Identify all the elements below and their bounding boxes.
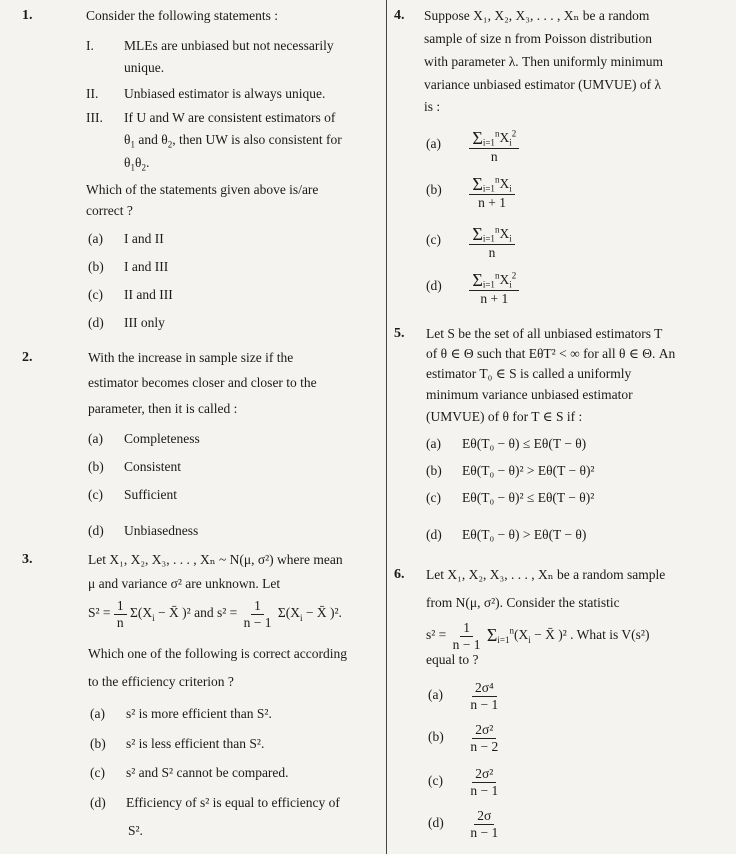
q4-line2: sample of size n from Poisson distribution xyxy=(424,31,652,46)
q2-option-a[interactable]: (a) Completeness xyxy=(88,431,200,446)
q3-option-d-cont: S². xyxy=(128,823,143,838)
q1-stmt3-num: III. xyxy=(86,110,103,125)
q6-line4: equal to ? xyxy=(426,652,479,667)
q3-ask-line1: Which one of the following is correct according xyxy=(88,646,348,661)
q1-option-d[interactable]: (d) III only xyxy=(88,315,165,330)
q3-ask-line2: to the efficiency criterion ? xyxy=(88,674,234,689)
q4-line3: with parameter λ. Then uniformly minimum xyxy=(424,54,663,69)
q6-line3-end: . What is V(s²) xyxy=(570,627,650,643)
q6-option-d[interactable]: (d) $\frac{2\sigma}{n - 1}$ xyxy=(428,808,499,840)
q3-option-d[interactable]: (d) Efficiency of s² is equal to efficiency of xyxy=(90,795,340,810)
q3-formula: S² = $\frac{1}{n}$ $\Sigma(X_i$ − X̄ )² and s² = $\frac{1}{n - 1}$ $\Sigma(X_i$ − X̄ )². xyxy=(88,598,342,630)
q6-option-b[interactable]: (b) $\frac{\text{2σ²}}{n - 2}$ xyxy=(428,722,499,754)
q2-option-c[interactable]: (c) Sufficient xyxy=(88,487,177,502)
q1-ask-line2: correct ? xyxy=(86,203,133,218)
q4-line1: Suppose X₁, X₂, X₃, . . . , Xₙ be a random xyxy=(424,8,650,23)
q4-number: 4. xyxy=(394,8,405,23)
q5-option-d[interactable]: (d) Eθ(T₀ − θ) > Eθ(T − θ) xyxy=(426,527,587,542)
q2-line3: parameter, then it is called : xyxy=(88,401,238,416)
q5-option-a[interactable]: (a) Eθ(T₀ − θ) ≤ Eθ(T − θ) xyxy=(426,436,587,451)
q4-option-c[interactable]: (c) $\frac{\Sigma_{i=1}^nX_i}{n}$ xyxy=(426,222,515,261)
q3-option-c[interactable]: (c) s² and S² cannot be compared. xyxy=(90,765,289,780)
q4-option-a[interactable]: (a) $\frac{\Sigma_{i=1}^nX_i^2}{n}$ xyxy=(426,126,519,165)
q4-option-b[interactable]: (b) $\frac{\Sigma_{i=1}^nX_i}{n + 1}$ xyxy=(426,172,515,211)
q3-number: 3. xyxy=(22,552,33,567)
q4-option-d[interactable]: (d) $\frac{\Sigma_{i=1}^nX_i^2}{n + 1}$ xyxy=(426,268,519,307)
q5-line4: minimum variance unbiased estimator xyxy=(426,387,633,402)
q1-stmt3-text-cont: $\theta_1$ and $\theta_2$, then UW is also consistent for xyxy=(124,132,342,150)
q1-option-c[interactable]: (c) II and III xyxy=(88,287,173,302)
q2-line1: With the increase in sample size if the xyxy=(88,350,294,365)
q4-line5: is : xyxy=(424,99,441,114)
q5-option-b[interactable]: (b) Eθ(T₀ − θ)² > Eθ(T − θ)² xyxy=(426,463,595,478)
q5-line5: (UMVUE) of θ for T ∈ S if : xyxy=(426,409,583,424)
q3-line2: μ and variance σ² are unknown. Let xyxy=(88,576,281,591)
q6-option-c[interactable]: (c) $\frac{\text{2σ²}}{n - 1}$ xyxy=(428,766,499,798)
q1-stmt3-text: If U and W are consistent estimators of xyxy=(124,110,336,125)
q1-stmt1-text-cont: unique. xyxy=(124,60,165,75)
q2-line2: estimator becomes closer and closer to the xyxy=(88,375,317,390)
q1-stmt3-text-end: $\theta_1\theta_2$. xyxy=(124,155,150,173)
q5-line1: Let S be the set of all unbiased estimators T xyxy=(426,326,663,341)
q6-option-a[interactable]: (a) $\frac{\text{2σ⁴}}{n - 1}$ xyxy=(428,680,499,712)
q5-number: 5. xyxy=(394,326,405,341)
q1-stmt2-num: II. xyxy=(86,86,99,101)
q6-line1: Let X₁, X₂, X₃, . . . , Xₙ be a random sample xyxy=(426,567,666,582)
q1-stmt1-num: I. xyxy=(86,38,94,53)
q4-line4: variance unbiased estimator (UMVUE) of λ xyxy=(424,77,662,92)
q6-number: 6. xyxy=(394,567,405,582)
q1-stmt2-text: Unbiased estimator is always unique. xyxy=(124,86,326,101)
q2-option-b[interactable]: (b) Consistent xyxy=(88,459,182,474)
q1-stmt1-text: MLEs are unbiased but not necessarily xyxy=(124,38,334,53)
q5-line3: estimator T₀ ∈ S is called a uniformly xyxy=(426,366,632,381)
q1-option-a[interactable]: (a) I and II xyxy=(88,231,164,246)
q5-option-c[interactable]: (c) Eθ(T₀ − θ)² ≤ Eθ(T − θ)² xyxy=(426,490,595,505)
q2-option-d[interactable]: (d) Unbiasedness xyxy=(88,523,199,538)
column-divider xyxy=(386,0,387,854)
q6-formula: s² = $\frac{1}{n - 1}$ $\Sigma_{i=1}^n(X_i$ − X̄ )² . What is V(s²) xyxy=(426,620,650,652)
q1-ask-line1: Which of the statements given above is/are xyxy=(86,182,319,197)
q1-option-b[interactable]: (b) I and III xyxy=(88,259,169,274)
q2-number: 2. xyxy=(22,350,33,365)
q3-option-a[interactable]: (a) s² is more efficient than S². xyxy=(90,706,272,721)
q1-stem: Consider the following statements : xyxy=(86,8,278,23)
q3-option-b[interactable]: (b) s² is less efficient than S². xyxy=(90,736,265,751)
q3-line1: Let X₁, X₂, X₃, . . . , Xₙ ~ N(μ, σ²) where mean xyxy=(88,552,343,567)
q1-number: 1. xyxy=(22,8,33,23)
q5-line2: of θ ∈ Θ such that EθT² < ∞ for all θ ∈ Θ. An xyxy=(426,346,676,361)
q6-line2: from N(μ, σ²). Consider the statistic xyxy=(426,595,620,610)
